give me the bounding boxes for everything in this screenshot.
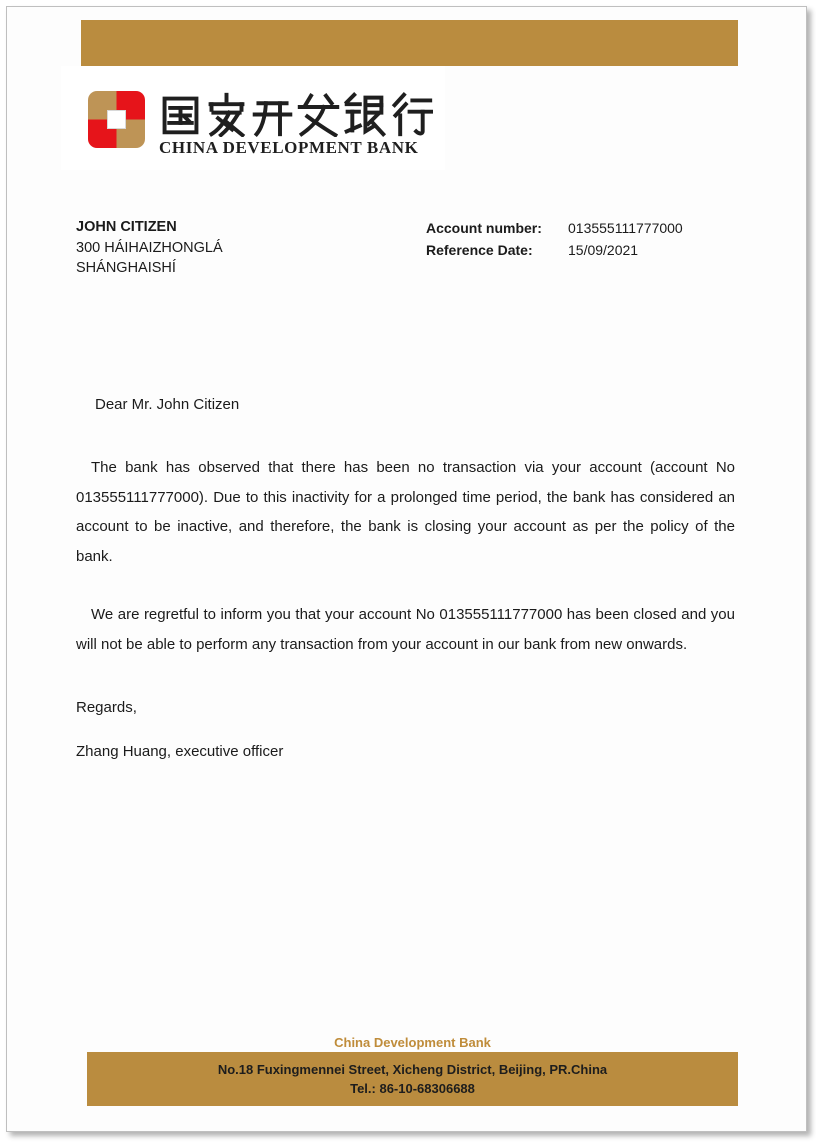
hanzi-kai-glyph bbox=[250, 92, 295, 137]
footer-bank-name: China Development Bank bbox=[334, 1035, 491, 1050]
reference-date-row bbox=[426, 239, 683, 261]
footer-phone: Tel.: 86-10-68306688 bbox=[350, 1081, 475, 1096]
reference-date-label: Reference Date: bbox=[426, 242, 533, 258]
recipient-name: JOHN CITIZEN bbox=[76, 219, 177, 235]
hanzi-guo-glyph bbox=[158, 92, 203, 137]
reference-date-value: 15/09/2021 bbox=[568, 242, 639, 258]
hanzi-jia-glyph bbox=[204, 92, 249, 137]
bank-logo-block bbox=[61, 66, 445, 170]
header-gold-bar bbox=[81, 20, 738, 66]
closing-line: Regards, bbox=[76, 699, 137, 716]
letter-meta-block bbox=[426, 217, 683, 261]
body-paragraph-1: The bank has observed that there has been no transaction via your account (account No 013555111777000). Due to this inactivity for a prolonged time period, the bank has considered an account to be inactive, and therefore, the bank is closing your account as per the policy of the bank. bbox=[76, 459, 735, 565]
body-paragraph-2: We are regretful to inform you that your account No 013555111777000 has been closed and you will not be able to perform any transaction from your account in our bank from new onwards. bbox=[76, 606, 735, 653]
recipient-address-block bbox=[76, 217, 223, 279]
recipient-address-line1: 300 HÁIHAIZHONGLÁ bbox=[76, 239, 223, 256]
hanzi-xing-glyph bbox=[388, 92, 433, 137]
signature-line: Zhang Huang, executive officer bbox=[76, 743, 284, 760]
account-number-label: Account number: bbox=[426, 220, 542, 236]
account-number-value: 013555111777000 bbox=[568, 220, 683, 236]
recipient-address-line2: SHÁNGHAISHÍ bbox=[76, 260, 176, 276]
bank-logo-icon bbox=[88, 91, 145, 148]
bank-name-chinese bbox=[158, 92, 436, 138]
account-number-row bbox=[426, 217, 683, 239]
salutation: Dear Mr. John Citizen bbox=[95, 396, 240, 413]
footer-address: No.18 Fuxingmennei Street, Xicheng District, Beijing, PR.China bbox=[217, 1062, 608, 1077]
hanzi-yin-glyph bbox=[342, 92, 387, 137]
letter-sheet bbox=[6, 6, 807, 1132]
hanzi-fa-glyph bbox=[296, 92, 341, 137]
footer-gold-bar bbox=[87, 1052, 738, 1106]
bank-name-english: CHINA DEVELOPMENT BANK bbox=[159, 138, 419, 157]
